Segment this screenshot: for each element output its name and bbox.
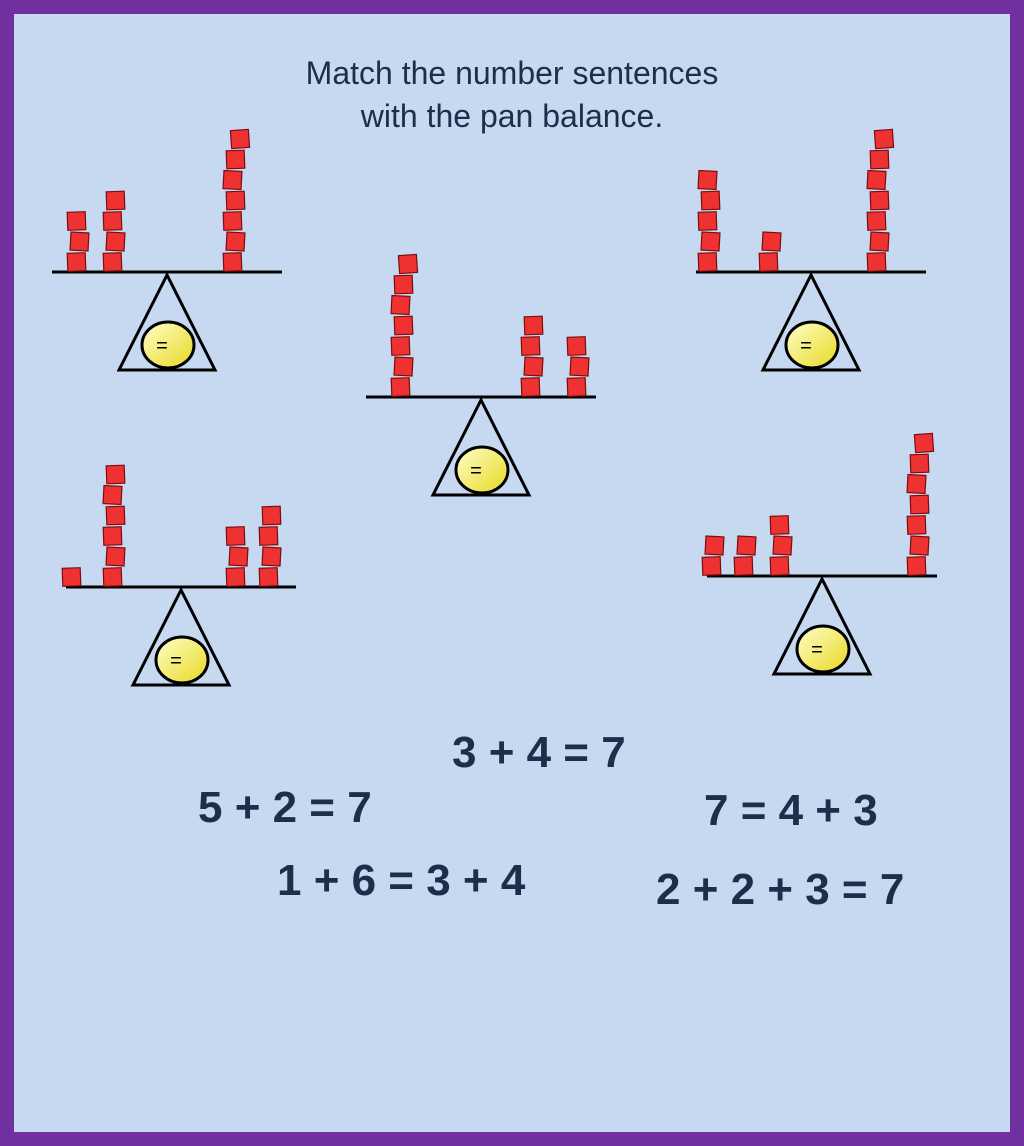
left-tower-1-cube xyxy=(62,568,81,587)
left-tower-2-cube xyxy=(106,465,125,484)
balance-2 xyxy=(366,254,596,495)
left-tower-1-cube xyxy=(702,557,721,576)
equals-coin xyxy=(456,447,508,493)
right-tower-2-cube xyxy=(259,568,278,587)
right-tower-1-cube xyxy=(870,232,889,251)
left-tower-3-cube xyxy=(773,536,792,555)
left-tower-1-cube xyxy=(698,253,717,272)
right-tower-1-cube xyxy=(226,150,245,169)
right-tower-1-cube xyxy=(226,232,245,251)
right-tower-1-cube xyxy=(910,536,929,555)
left-tower-1-cube xyxy=(67,212,86,231)
right-tower-2-cube xyxy=(259,527,278,546)
left-tower-2-cube xyxy=(737,536,756,555)
left-tower-2-cube xyxy=(103,568,122,587)
left-tower-1-cube xyxy=(391,378,410,397)
right-tower-1-cube xyxy=(521,378,540,397)
left-tower-1-cube xyxy=(698,171,717,190)
right-tower-1-cube xyxy=(907,475,926,494)
right-tower-2-cube xyxy=(262,547,281,566)
sentence-3-plus-4[interactable]: 3 + 4 = 7 xyxy=(452,728,626,777)
right-tower-1-cube xyxy=(524,316,543,335)
left-tower-3-cube xyxy=(770,557,789,576)
right-tower-1-cube xyxy=(521,337,540,356)
left-tower-2-cube xyxy=(106,506,125,525)
right-tower-2-cube xyxy=(567,378,586,397)
balance-5 xyxy=(702,433,937,674)
right-tower-1-cube xyxy=(867,212,886,231)
left-tower-1-cube xyxy=(391,296,410,315)
right-tower-1-cube xyxy=(226,568,245,587)
equals-coin xyxy=(142,322,194,368)
right-tower-2-cube xyxy=(567,337,586,356)
equals-symbol: = xyxy=(811,639,823,661)
left-tower-1-cube xyxy=(394,316,413,335)
left-tower-3-cube xyxy=(770,516,789,535)
left-tower-2-cube xyxy=(106,232,125,251)
instructions-title: Match the number sentences with the pan balance. xyxy=(305,55,719,134)
left-tower-2-cube xyxy=(103,212,122,231)
left-tower-2-cube xyxy=(106,547,125,566)
right-tower-1-cube xyxy=(524,357,543,376)
left-tower-2-cube xyxy=(103,527,122,546)
left-tower-1-cube xyxy=(394,357,413,376)
right-tower-1-cube xyxy=(226,527,245,546)
right-tower-1-cube xyxy=(914,433,933,452)
right-tower-1-cube xyxy=(223,171,242,190)
left-tower-1-cube xyxy=(394,275,413,294)
left-tower-2-cube xyxy=(734,557,753,576)
right-tower-1-cube xyxy=(867,171,886,190)
sentence-5-plus-2[interactable]: 5 + 2 = 7 xyxy=(198,783,372,832)
left-tower-1-cube xyxy=(70,232,89,251)
right-tower-1-cube xyxy=(907,516,926,535)
balance-1 xyxy=(52,129,282,370)
sentence-1-plus-6-equals-3-plus-4[interactable]: 1 + 6 = 3 + 4 xyxy=(277,856,526,905)
sentence-7-equals-4-plus-3[interactable]: 7 = 4 + 3 xyxy=(704,786,878,835)
right-tower-1-cube xyxy=(223,253,242,272)
left-tower-2-cube xyxy=(759,253,778,272)
right-tower-1-cube xyxy=(223,212,242,231)
balance-3 xyxy=(696,129,926,370)
right-tower-1-cube xyxy=(874,129,893,148)
equals-symbol: = xyxy=(800,335,812,357)
equals-symbol: = xyxy=(170,650,182,672)
right-tower-1-cube xyxy=(230,129,249,148)
right-tower-2-cube xyxy=(570,357,589,376)
left-tower-1-cube xyxy=(698,212,717,231)
left-tower-1-cube xyxy=(701,191,720,210)
equals-coin xyxy=(797,626,849,672)
left-tower-2-cube xyxy=(106,191,125,210)
sentence-2-plus-2-plus-3[interactable]: 2 + 2 + 3 = 7 xyxy=(656,865,905,914)
equals-symbol: = xyxy=(470,460,482,482)
balance-4 xyxy=(62,465,296,685)
right-tower-1-cube xyxy=(226,191,245,210)
right-tower-1-cube xyxy=(870,191,889,210)
left-tower-1-cube xyxy=(705,536,724,555)
right-tower-1-cube xyxy=(907,557,926,576)
left-tower-2-cube xyxy=(103,253,122,272)
right-tower-1-cube xyxy=(910,495,929,514)
equals-symbol: = xyxy=(156,335,168,357)
left-tower-2-cube xyxy=(762,232,781,251)
right-tower-1-cube xyxy=(870,150,889,169)
right-tower-1-cube xyxy=(229,547,248,566)
right-tower-1-cube xyxy=(910,454,929,473)
equals-coin xyxy=(156,637,208,683)
left-tower-1-cube xyxy=(701,232,720,251)
left-tower-2-cube xyxy=(103,486,122,505)
left-tower-1-cube xyxy=(67,253,86,272)
right-tower-2-cube xyxy=(262,506,281,525)
equals-coin xyxy=(786,322,838,368)
left-tower-1-cube xyxy=(398,254,417,273)
left-tower-1-cube xyxy=(391,337,410,356)
right-tower-1-cube xyxy=(867,253,886,272)
